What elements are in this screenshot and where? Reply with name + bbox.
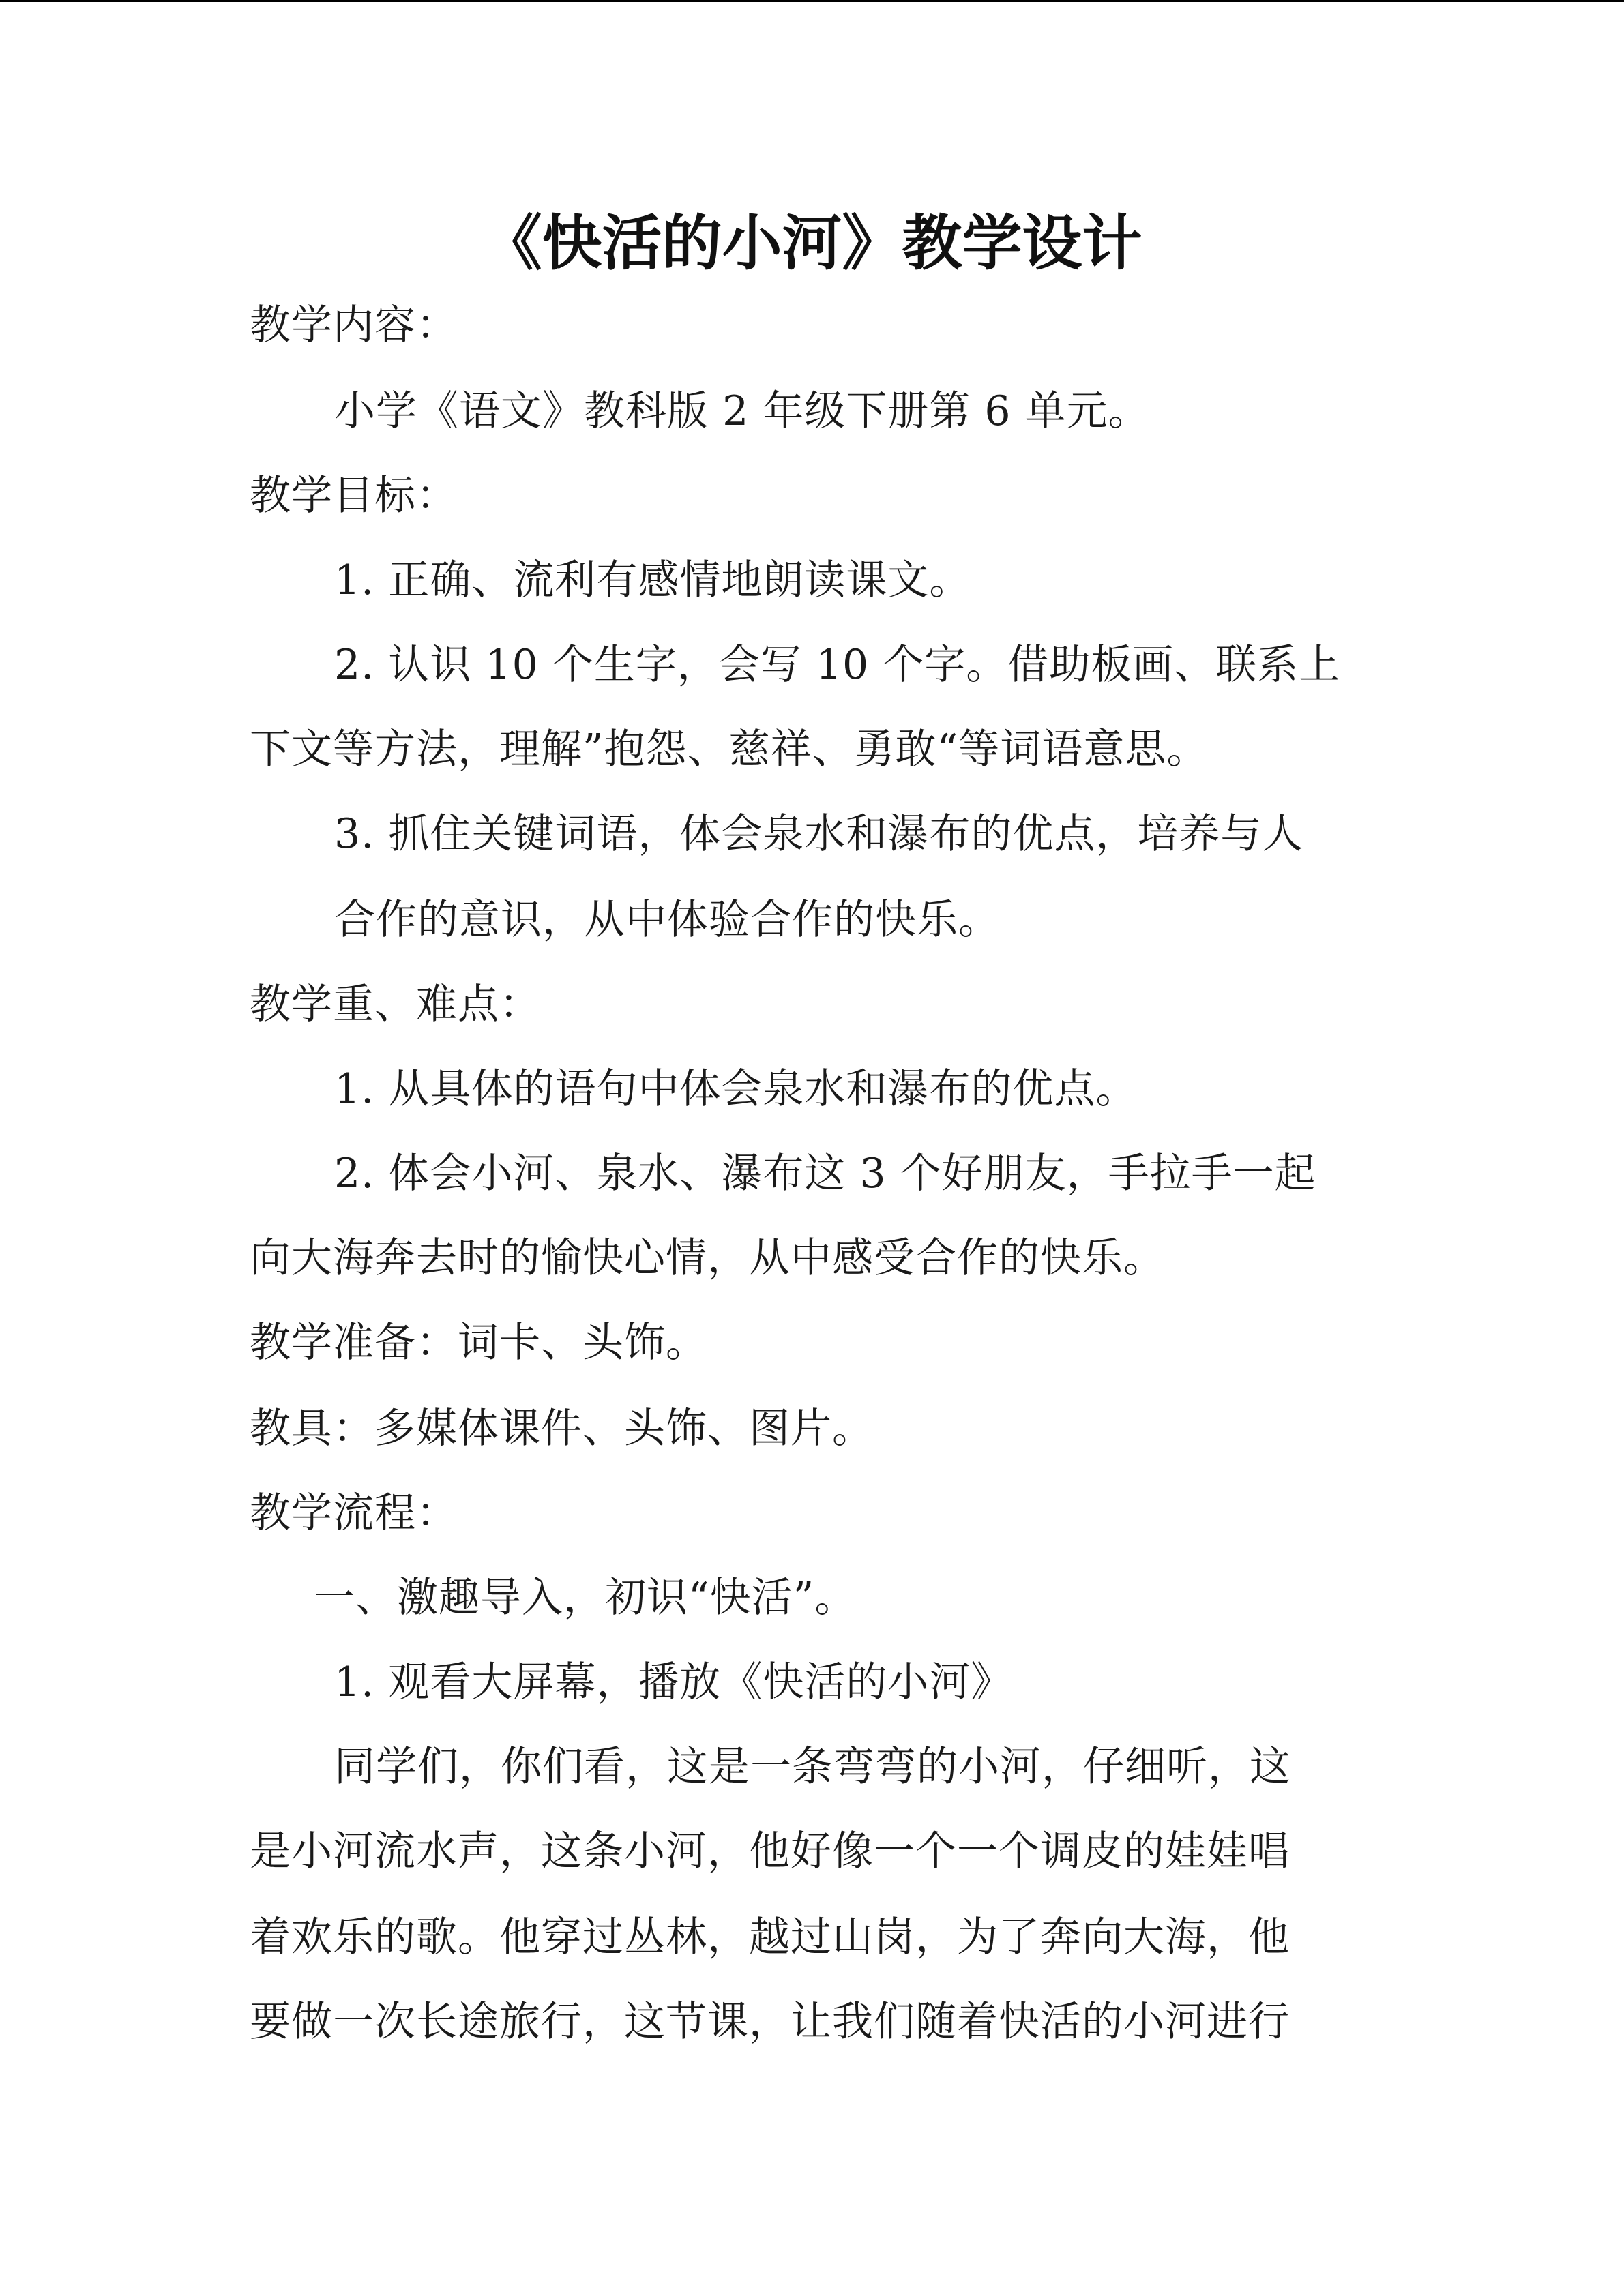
process-step-1-item-1: 1. 观看大屏幕，播放《快活的小河》	[334, 1658, 1013, 1706]
goal-item-3-continued: 合作的意识，从中体验合作的快乐。	[334, 896, 1000, 944]
section-heading-key-points: 教学重、难点：	[250, 981, 541, 1028]
page-title: 《快活的小河》教学设计	[482, 208, 1142, 278]
goal-item-2-continued: 下文等方法，理解”抱怨、慈祥、勇敢“等词语意思。	[250, 726, 1209, 773]
key-point-2: 2. 体会小河、泉水、瀑布这 3 个好朋友，手拉手一起	[334, 1150, 1316, 1197]
page-top-border	[0, 0, 1624, 2]
goal-item-2: 2. 认识 10 个生字，会写 10 个字。借助板画、联系上	[334, 641, 1341, 689]
paragraph-line: 要做一次长途旅行，这节课，让我们随着快活的小河进行	[250, 1998, 1290, 2046]
goal-item-3: 3. 抓住关键词语，体会泉水和瀑布的优点，培养与人	[334, 810, 1304, 858]
paragraph-line: 同学们，你们看，这是一条弯弯的小河，仔细听，这	[334, 1743, 1291, 1791]
section-teaching-aids: 教具：多媒体课件、头饰、图片。	[250, 1405, 874, 1452]
section-preparation: 教学准备：词卡、头饰。	[250, 1319, 707, 1367]
content-text: 小学《语文》教科版 2 年级下册第 6 单元。	[334, 387, 1150, 435]
section-heading-goals: 教学目标：	[250, 472, 458, 520]
process-step-1-heading: 一、激趣导入，初识“快活”。	[314, 1574, 857, 1622]
goal-item-1: 1. 正确、流利有感情地朗读课文。	[334, 556, 971, 604]
section-heading-content: 教学内容：	[250, 301, 458, 349]
key-point-1: 1. 从具体的语句中体会泉水和瀑布的优点。	[334, 1065, 1138, 1113]
key-point-2-continued: 向大海奔去时的愉快心情，从中感受合作的快乐。	[250, 1234, 1165, 1282]
section-heading-process: 教学流程：	[250, 1489, 458, 1537]
paragraph-line: 是小河流水声，这条小河，他好像一个一个调皮的娃娃唱	[250, 1828, 1290, 1875]
paragraph-line: 着欢乐的歌。他穿过丛林，越过山岗，为了奔向大海，他	[250, 1913, 1290, 1961]
